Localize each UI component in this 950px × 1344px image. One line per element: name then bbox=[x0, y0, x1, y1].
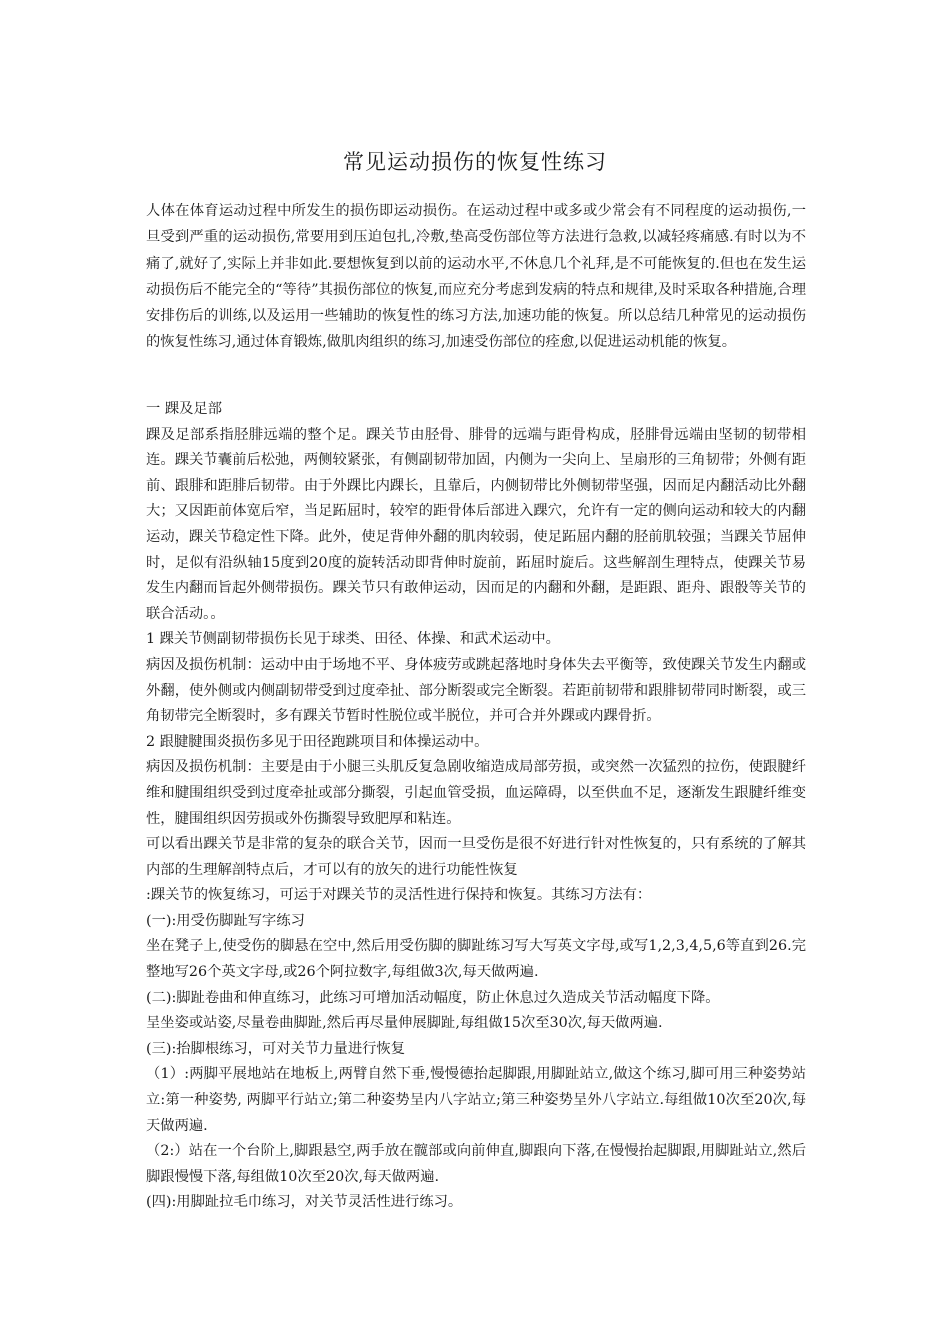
subsection-heading: 1 踝关节侧副韧带损伤长见于球类、田径、体操、和武术运动中。 bbox=[146, 631, 560, 648]
body-paragraph: 踝及足部系指胫腓远端的整个足。踝关节由胫骨、腓骨的远端与距骨构成，胫腓骨远端由坚韧的韧带相连。踝关节囊前后松弛，两侧较紧张，有侧副韧带加固，内侧为一尖向上、呈扇形的三角韧带；外侧有距前、跟腓和距腓后韧带。由于外踝比内踝长，且靠后，内侧韧带比外侧韧带坚强，因而足内翻活动比外翻大；又因距前体宽后窄，当足跖屈时，较窄的距骨体后部进入踝穴，允许有一定的侧向运动和较大的内翻运动，踝关节稳定性下降。此外，使足背伸外翻的肌肉较弱，使足跖屈内翻的胫前肌较强；当踝关节屈伸时，足似有沿纵轴15度到20度的旋转活动即背伸时旋前，跖屈时旋后。这些解剖生理特点，使踝关节易发生内翻而旨起外侧带损伤。踝关节只有敢伸运动，因而足的内翻和外翻，是距跟、距舟、跟骰等关节的联合活动。。 bbox=[146, 426, 806, 622]
section-heading: 一 踝及足部 bbox=[146, 401, 223, 417]
body-paragraph: 病因及损伤机制：运动中由于场地不平、身体疲劳或跳起落地时身体失去平衡等，致使踝关节发生内翻或外翻，使外侧或内侧副韧带受到过度牵扯、部分断裂或完全断裂。若距前韧带和跟腓韧带同时断裂，或三角韧带完全断裂时，多有踝关节暂时性脱位或半脱位，并可合并外踝或内踝骨折。 bbox=[146, 656, 806, 725]
page-title: 常见运动损伤的恢复性练习 bbox=[343, 150, 607, 174]
document-body bbox=[146, 397, 806, 1216]
exercise-heading: (四):用脚趾拉毛巾练习，对关节灵活性进行练习。 bbox=[146, 1194, 463, 1211]
body-paragraph: （2:）站在一个台阶上,脚跟悬空,两手放在髋部或向前伸直,脚跟向下落,在慢慢抬起脚跟,用脚趾站立,然后脚跟慢慢下落,每组做10次至20次,每天做两遍. bbox=[146, 1143, 806, 1185]
body-paragraph: 呈坐姿或站姿,尽量卷曲脚趾,然后再尽量伸展脚趾,每组做15次至30次,每天做两遍. bbox=[146, 1015, 663, 1032]
exercise-heading: (二):脚趾卷曲和伸直练习，此练习可增加活动幅度，防止休息过久造成关节活动幅度下降。 bbox=[146, 989, 720, 1006]
intro-paragraph: 人体在体育运动过程中所发生的损伤即运动损伤。在运动过程中或多或少常会有不同程度的运动损伤,一旦受到严重的运动损伤,常要用到压迫包扎,冷敷,垫高受伤部位等方法进行急救,以减轻疼痛感.有时以为不痛了,就好了,实际上并非如此.要想恢复到以前的运动水平,不休息几个礼拜,是不可能恢复的.但也在发生运动损伤后不能完全的“等待”其损伤部位的恢复,而应充分考虑到发病的特点和规律,及时采取各种措施,合理安排伤后的训练,以及运用一些辅助的恢复性的练习方法,加速功能的恢复。所以总结几种常见的运动损伤的恢复性练习,通过体育锻炼,做肌肉组织的练习,加速受伤部位的痊愈,以促进运动机能的恢复。 bbox=[146, 203, 806, 351]
body-paragraph: :踝关节的恢复练习，可运于对踝关节的灵活性进行保持和恢复。其练习方法有： bbox=[146, 887, 652, 904]
body-paragraph: 坐在凳子上,使受伤的脚悬在空中,然后用受伤脚的脚趾练习写大写英文字母,或写1,2,3,4,5,6等直到26.完整地写26个英文字母,或26个阿拉数字,每组做3次,每天做两遍. bbox=[146, 938, 806, 981]
exercise-heading: (一):用受伤脚趾写字练习 bbox=[146, 912, 305, 929]
body-paragraph: 病因及损伤机制：主要是由于小腿三头肌反复急剧收缩造成局部劳损，或突然一次猛烈的拉伤，使跟腱纤维和腱围组织受到过度牵扯或部分撕裂，引起血管受损，血运障碍，以至供血不足，逐渐发生跟腱纤维变性，腱围组织因劳损或外伤撕裂导致肥厚和粘连。 bbox=[146, 759, 806, 827]
subsection-heading: 2 跟腱腱围炎损伤多见于田径跑跳项目和体操运动中。 bbox=[146, 733, 489, 750]
exercise-heading: (三):抬脚根练习，可对关节力量进行恢复 bbox=[146, 1040, 406, 1057]
body-paragraph: （1）:两脚平展地站在地板上,两臂自然下垂,慢慢德抬起脚跟,用脚趾站立,做这个练习,脚可用三种姿势站立:第一种姿势, 两脚平行站立;第二种姿势呈内八字站立;第三种姿势呈外八字站立.每组做10次至20次,每天做两遍. bbox=[146, 1066, 806, 1134]
body-paragraph: 可以看出踝关节是非常的复杂的联合关节，因而一旦受伤是很不好进行针对性恢复的，只有系统的了解其内部的生理解剖特点后，才可以有的放矢的进行功能性恢复 bbox=[146, 836, 806, 878]
